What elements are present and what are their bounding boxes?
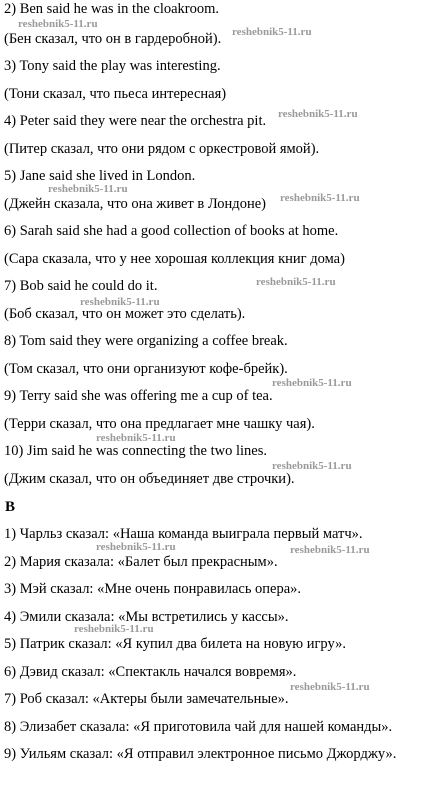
- text-line: (Джейн сказала, что она живет в Лондоне): [4, 196, 266, 212]
- text-line: 6) Sarah said she had a good collection of books at home.: [4, 223, 339, 239]
- watermark: reshebnik5-11.ru: [96, 432, 176, 444]
- text-line: (Питер сказал, что они рядом с оркестровой ямой).: [4, 141, 320, 157]
- text-line: (Боб сказал, что он может это сделать).: [4, 306, 246, 322]
- watermark: reshebnik5-11.ru: [96, 541, 176, 553]
- watermark: reshebnik5-11.ru: [290, 681, 370, 693]
- watermark: reshebnik5-11.ru: [278, 108, 358, 120]
- text-line: 2) Мария сказала: «Балет был прекрасным».: [4, 554, 278, 570]
- watermark: reshebnik5-11.ru: [48, 183, 128, 195]
- text-line: 5) Патрик сказал: «Я купил два билета на новую игру».: [4, 636, 346, 652]
- watermark: reshebnik5-11.ru: [232, 26, 312, 38]
- watermark: reshebnik5-11.ru: [74, 623, 154, 635]
- text-line: 8) Tom said they were organizing a coffee break.: [4, 333, 288, 349]
- text-line: 7) Bob said he could do it.: [4, 278, 158, 294]
- watermark: reshebnik5-11.ru: [80, 296, 160, 308]
- text-line: 3) Tony said the play was interesting.: [4, 58, 221, 74]
- text-line: (Тони сказал, что пьеса интересная): [4, 86, 227, 102]
- text-line: (Сара сказала, что у нее хорошая коллекция книг дома): [4, 251, 345, 267]
- text-line: 5) Jane said she lived in London.: [4, 168, 196, 184]
- text-line: 9) Уильям сказал: «Я отправил электронное письмо Джорджу».: [4, 746, 397, 762]
- text-line: 4) Peter said they were near the orchestra pit.: [4, 113, 267, 129]
- text-line: 1) Чарльз сказал: «Наша команда выиграла первый матч».: [4, 526, 363, 542]
- watermark: reshebnik5-11.ru: [18, 18, 98, 30]
- text-line: 9) Terry said she was offering me a cup of tea.: [4, 388, 273, 404]
- text-line: (Том сказал, что они организуют кофе-брейк).: [4, 361, 288, 377]
- text-line: 3) Мэй сказал: «Мне очень понравилась опера».: [4, 581, 302, 597]
- text-line: 6) Дэвид сказал: «Спектакль начался вовремя».: [4, 664, 297, 680]
- text-line: (Джим сказал, что он объединяет две строчки).: [4, 471, 295, 487]
- watermark: reshebnik5-11.ru: [290, 544, 370, 556]
- text-line: 4) Эмили сказала: «Мы встретились у кассы».: [4, 609, 289, 625]
- watermark: reshebnik5-11.ru: [280, 192, 360, 204]
- text-line: (Терри сказал, что она предлагает мне чашку чая).: [4, 416, 315, 432]
- watermark: reshebnik5-11.ru: [256, 276, 336, 288]
- section-heading: B: [5, 499, 16, 515]
- text-line: (Бен сказал, что он в гардеробной).: [4, 31, 222, 47]
- text-line: 7) Роб сказал: «Актеры были замечательные».: [4, 691, 289, 707]
- text-line: 2) Ben said he was in the cloakroom.: [4, 1, 220, 17]
- text-line: 8) Элизабет сказала: «Я приготовила чай для нашей команды».: [4, 719, 393, 735]
- watermark: reshebnik5-11.ru: [272, 377, 352, 389]
- text-line: 10) Jim said he was connecting the two lines.: [4, 443, 267, 459]
- watermark: reshebnik5-11.ru: [272, 460, 352, 472]
